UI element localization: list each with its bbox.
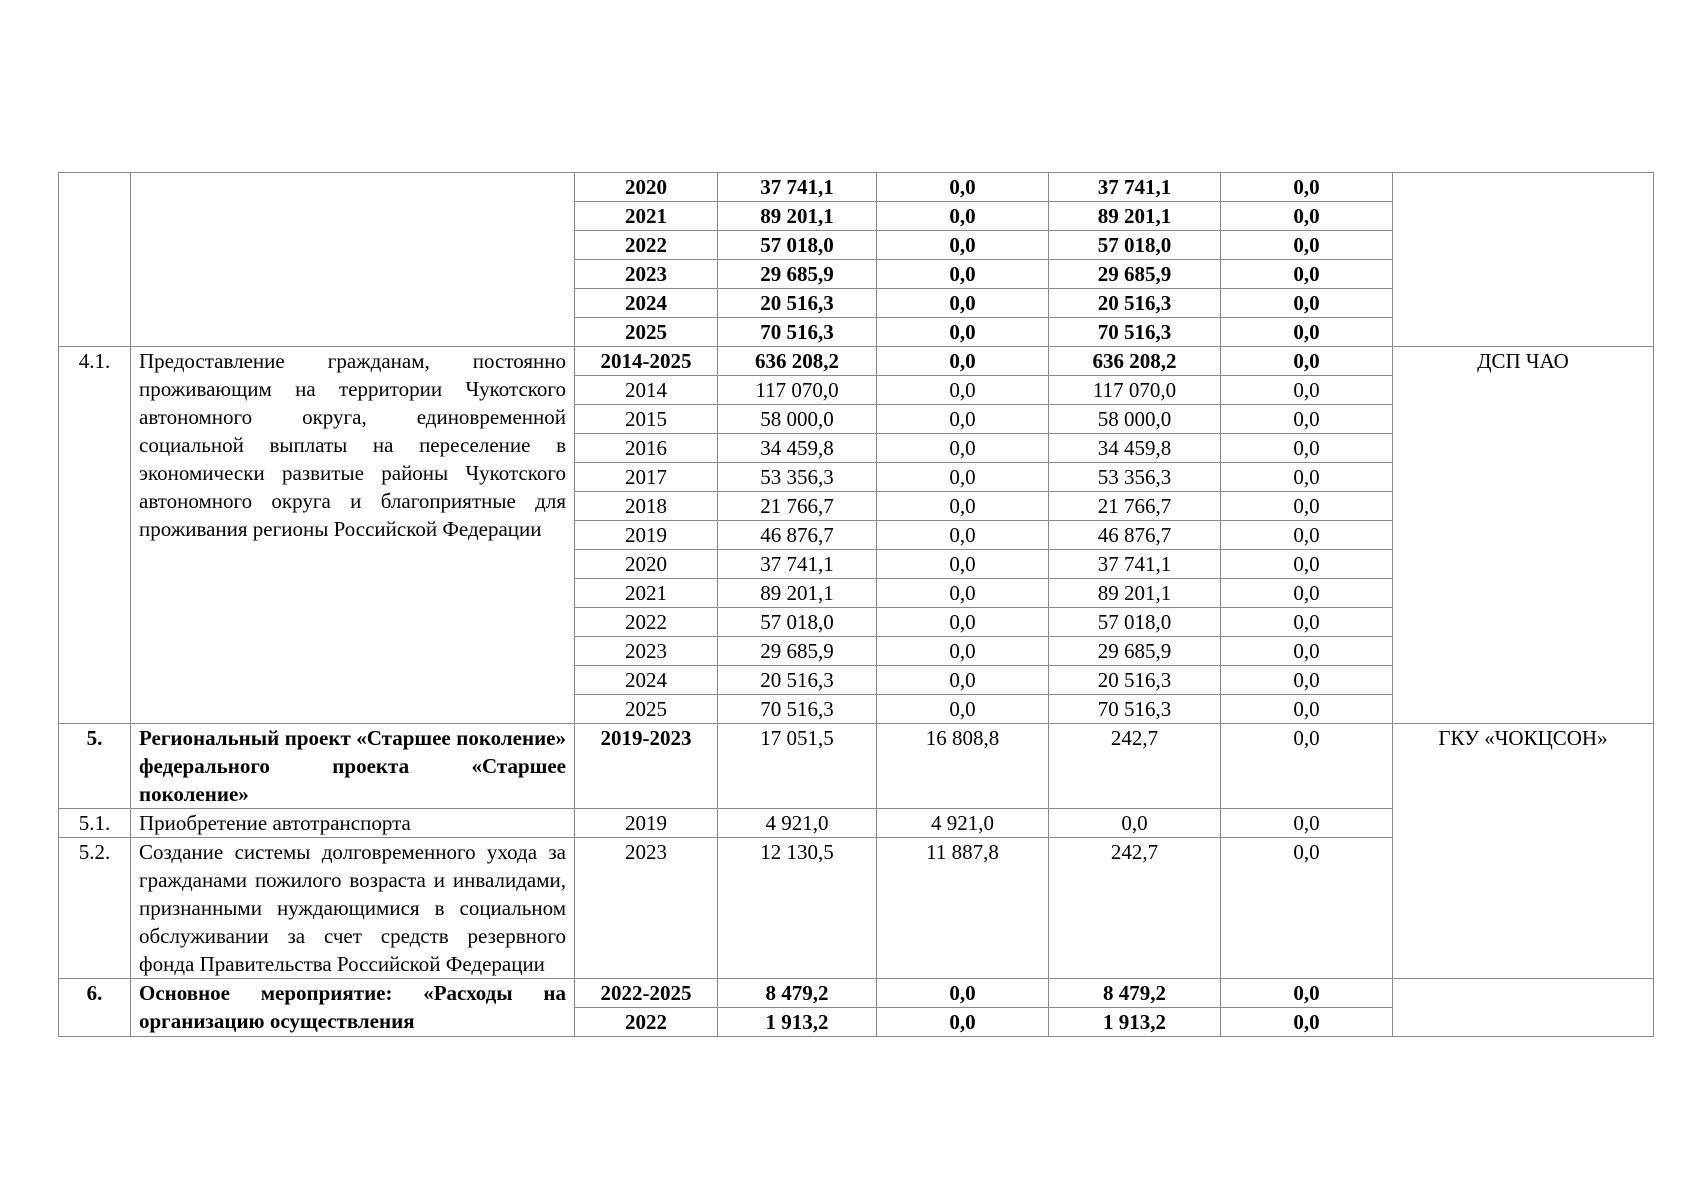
period-cell: 2019-2023 [575, 724, 718, 809]
period-cell: 2024 [575, 666, 718, 695]
other-cell: 0,0 [1221, 231, 1393, 260]
activity-name: Создание системы долговременного ухода за гражданами пожилого возраста и инвалидами, признанными нуждающимися в социальном обслуживании за счет средств резервного фонда Правительства Российской Федерации [131, 838, 575, 979]
activity-name: Региональный проект «Старшее поколение» федерального проекта «Старшее поколение» [131, 724, 575, 809]
total-cell: 20 516,3 [718, 289, 877, 318]
federal-cell: 0,0 [877, 666, 1049, 695]
other-cell: 0,0 [1221, 405, 1393, 434]
executor-cell: ДСП ЧАО [1393, 347, 1654, 724]
period-cell: 2018 [575, 492, 718, 521]
regional-cell: 70 516,3 [1049, 695, 1221, 724]
federal-cell: 0,0 [877, 463, 1049, 492]
other-cell: 0,0 [1221, 724, 1393, 809]
total-cell: 21 766,7 [718, 492, 877, 521]
regional-cell: 57 018,0 [1049, 608, 1221, 637]
period-cell: 2014 [575, 376, 718, 405]
total-cell: 1 913,2 [718, 1008, 877, 1037]
total-cell: 70 516,3 [718, 318, 877, 347]
federal-cell: 0,0 [877, 550, 1049, 579]
regional-cell: 8 479,2 [1049, 979, 1221, 1008]
regional-cell: 46 876,7 [1049, 521, 1221, 550]
period-cell: 2023 [575, 260, 718, 289]
period-cell: 2023 [575, 838, 718, 979]
table-row [59, 979, 1654, 1008]
total-cell: 57 018,0 [718, 231, 877, 260]
federal-cell: 0,0 [877, 260, 1049, 289]
total-cell: 89 201,1 [718, 579, 877, 608]
other-cell: 0,0 [1221, 434, 1393, 463]
federal-cell: 0,0 [877, 521, 1049, 550]
other-cell: 0,0 [1221, 521, 1393, 550]
period-cell: 2020 [575, 550, 718, 579]
other-cell: 0,0 [1221, 979, 1393, 1008]
regional-cell: 37 741,1 [1049, 550, 1221, 579]
regional-cell: 0,0 [1049, 809, 1221, 838]
federal-cell: 0,0 [877, 608, 1049, 637]
other-cell: 0,0 [1221, 579, 1393, 608]
regional-cell: 57 018,0 [1049, 231, 1221, 260]
regional-cell: 636 208,2 [1049, 347, 1221, 376]
other-cell: 0,0 [1221, 838, 1393, 979]
federal-cell: 0,0 [877, 579, 1049, 608]
other-cell: 0,0 [1221, 260, 1393, 289]
regional-cell: 34 459,8 [1049, 434, 1221, 463]
row-number: 5. [59, 724, 131, 809]
activity-name: Предоставление гражданам, постоянно проживающим на территории Чукотского автономного округа, единовременной социальной выплаты на переселение в экономически развитые районы Чукотского автономного округа и благоприятные для проживания регионы Российской Федерации [131, 347, 575, 724]
federal-cell: 0,0 [877, 318, 1049, 347]
total-cell: 57 018,0 [718, 608, 877, 637]
table-row [59, 173, 1654, 202]
federal-cell: 11 887,8 [877, 838, 1049, 979]
period-cell: 2024 [575, 289, 718, 318]
federal-cell: 0,0 [877, 979, 1049, 1008]
regional-cell: 21 766,7 [1049, 492, 1221, 521]
federal-cell: 0,0 [877, 434, 1049, 463]
federal-cell: 0,0 [877, 347, 1049, 376]
federal-cell: 0,0 [877, 695, 1049, 724]
federal-cell: 0,0 [877, 376, 1049, 405]
period-cell: 2022 [575, 1008, 718, 1037]
other-cell: 0,0 [1221, 202, 1393, 231]
total-cell: 34 459,8 [718, 434, 877, 463]
executor-cell: ГКУ «ЧОКЦСОН» [1393, 724, 1654, 979]
other-cell: 0,0 [1221, 550, 1393, 579]
regional-cell: 70 516,3 [1049, 318, 1221, 347]
federal-cell: 0,0 [877, 637, 1049, 666]
federal-cell: 0,0 [877, 492, 1049, 521]
activity-name: Приобретение автотранспорта [131, 809, 575, 838]
federal-cell: 0,0 [877, 1008, 1049, 1037]
federal-cell: 0,0 [877, 231, 1049, 260]
federal-cell: 0,0 [877, 202, 1049, 231]
total-cell: 117 070,0 [718, 376, 877, 405]
period-cell: 2019 [575, 809, 718, 838]
row-number: 5.1. [59, 809, 131, 838]
total-cell: 4 921,0 [718, 809, 877, 838]
period-cell: 2015 [575, 405, 718, 434]
total-cell: 8 479,2 [718, 979, 877, 1008]
other-cell: 0,0 [1221, 173, 1393, 202]
other-cell: 0,0 [1221, 1008, 1393, 1037]
regional-cell: 58 000,0 [1049, 405, 1221, 434]
budget-table [58, 172, 1654, 1037]
total-cell: 20 516,3 [718, 666, 877, 695]
period-cell: 2021 [575, 579, 718, 608]
total-cell: 29 685,9 [718, 637, 877, 666]
table-row [59, 724, 1654, 809]
other-cell: 0,0 [1221, 608, 1393, 637]
period-cell: 2022 [575, 608, 718, 637]
total-cell: 636 208,2 [718, 347, 877, 376]
regional-cell: 29 685,9 [1049, 260, 1221, 289]
regional-cell: 53 356,3 [1049, 463, 1221, 492]
period-cell: 2021 [575, 202, 718, 231]
regional-cell: 89 201,1 [1049, 579, 1221, 608]
other-cell: 0,0 [1221, 376, 1393, 405]
total-cell: 37 741,1 [718, 550, 877, 579]
other-cell: 0,0 [1221, 637, 1393, 666]
period-cell: 2020 [575, 173, 718, 202]
row-number [59, 173, 131, 347]
other-cell: 0,0 [1221, 666, 1393, 695]
total-cell: 29 685,9 [718, 260, 877, 289]
other-cell: 0,0 [1221, 347, 1393, 376]
federal-cell: 16 808,8 [877, 724, 1049, 809]
period-cell: 2025 [575, 695, 718, 724]
regional-cell: 1 913,2 [1049, 1008, 1221, 1037]
executor-cell [1393, 979, 1654, 1037]
regional-cell: 89 201,1 [1049, 202, 1221, 231]
other-cell: 0,0 [1221, 492, 1393, 521]
federal-cell: 4 921,0 [877, 809, 1049, 838]
other-cell: 0,0 [1221, 695, 1393, 724]
period-cell: 2023 [575, 637, 718, 666]
total-cell: 70 516,3 [718, 695, 877, 724]
period-cell: 2014-2025 [575, 347, 718, 376]
total-cell: 53 356,3 [718, 463, 877, 492]
period-cell: 2019 [575, 521, 718, 550]
period-cell: 2022 [575, 231, 718, 260]
total-cell: 89 201,1 [718, 202, 877, 231]
other-cell: 0,0 [1221, 289, 1393, 318]
total-cell: 17 051,5 [718, 724, 877, 809]
other-cell: 0,0 [1221, 809, 1393, 838]
period-cell: 2016 [575, 434, 718, 463]
regional-cell: 20 516,3 [1049, 289, 1221, 318]
row-number: 6. [59, 979, 131, 1037]
row-number: 5.2. [59, 838, 131, 979]
other-cell: 0,0 [1221, 318, 1393, 347]
total-cell: 37 741,1 [718, 173, 877, 202]
activity-name [131, 173, 575, 347]
federal-cell: 0,0 [877, 289, 1049, 318]
regional-cell: 242,7 [1049, 724, 1221, 809]
period-cell: 2022-2025 [575, 979, 718, 1008]
total-cell: 12 130,5 [718, 838, 877, 979]
other-cell: 0,0 [1221, 463, 1393, 492]
executor-cell [1393, 173, 1654, 347]
regional-cell: 37 741,1 [1049, 173, 1221, 202]
activity-name: Основное мероприятие: «Расходы на организацию осуществления [131, 979, 575, 1037]
federal-cell: 0,0 [877, 405, 1049, 434]
regional-cell: 242,7 [1049, 838, 1221, 979]
regional-cell: 20 516,3 [1049, 666, 1221, 695]
row-number: 4.1. [59, 347, 131, 724]
regional-cell: 29 685,9 [1049, 637, 1221, 666]
period-cell: 2025 [575, 318, 718, 347]
federal-cell: 0,0 [877, 173, 1049, 202]
regional-cell: 117 070,0 [1049, 376, 1221, 405]
table-row [59, 347, 1654, 376]
period-cell: 2017 [575, 463, 718, 492]
total-cell: 46 876,7 [718, 521, 877, 550]
total-cell: 58 000,0 [718, 405, 877, 434]
